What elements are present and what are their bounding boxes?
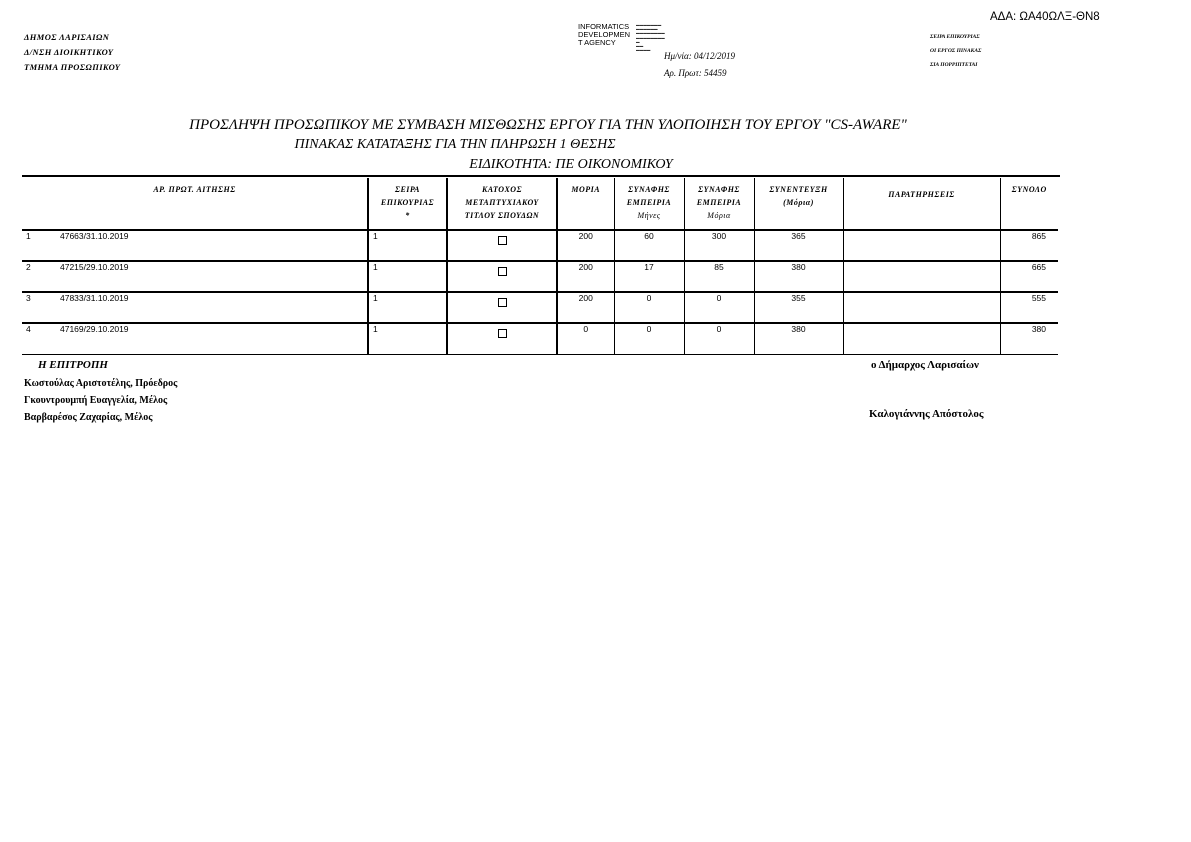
cell-interview: 355 [754, 292, 843, 323]
table-row [22, 261, 1058, 292]
header-total: ΣΥΝΟΛΟ [1000, 178, 1058, 230]
committee-title: Η ΕΠΙΤΡΟΠΗ [38, 359, 108, 371]
ida-stamp-line2: DEVELOPMEN [578, 30, 631, 39]
cell-exp-points: 0 [684, 292, 754, 323]
cell-months: 0 [614, 292, 684, 323]
cell-seira: 1 [368, 261, 447, 292]
checkbox-icon[interactable] [498, 267, 507, 276]
header-moria: ΜΟΡΙΑ [557, 178, 614, 230]
checkbox-icon[interactable] [498, 329, 507, 338]
cell-katoxos [447, 323, 557, 354]
table-row [22, 292, 1058, 323]
mayor-title: ο Δήμαρχος Λαρισαίων [871, 359, 979, 371]
ida-stamp-line1: INFORMATICS [578, 22, 630, 31]
cell-katoxos [447, 292, 557, 323]
header-seira: ΣΕΙΡΑ ΕΠΙΚΟΥΡΙΑΣ * [368, 178, 447, 230]
ida-stamp [578, 23, 630, 47]
org-municipality: ΔΗΜΟΣ ΛΑΡΙΣΑΙΩΝ [24, 32, 110, 42]
cell-total: 555 [1000, 292, 1058, 323]
mayor-name: Καλογιάννης Απόστολος [869, 408, 984, 420]
right-note-1: ΣΕΙΡΑ ΕΠΙΚΟΥΡΙΑΣ [930, 34, 980, 40]
header-protocol: ΑΡ. ΠΡΩΤ. ΑΙΤΗΣΗΣ [153, 185, 236, 194]
table-row [22, 323, 1058, 354]
right-note-2: ΟΙ ΕΡΓΟΣ ΠΙΝΑΚΑΣ [930, 48, 982, 54]
cell-exp-points: 300 [684, 230, 754, 261]
table-row [22, 230, 1058, 261]
checkbox-icon[interactable] [498, 236, 507, 245]
cell-moria: 200 [557, 261, 614, 292]
committee-member-2: Γκουντρουμπή Ευαγγελία, Μέλος [24, 395, 168, 406]
cell-moria: 200 [557, 292, 614, 323]
cell-interview: 380 [754, 323, 843, 354]
header-katoxos: ΚΑΤΟΧΟΣ ΜΕΤΑΠΤΥΧΙΑΚΟΥ ΤΙΤΛΟΥ ΣΠΟΥΔΩΝ [447, 178, 557, 230]
cell-exp-points: 0 [684, 323, 754, 354]
checkbox-icon[interactable] [498, 298, 507, 307]
committee-member-president: Κωστούλας Αριστοτέλης, Πρόεδρος [24, 378, 178, 389]
table-top-rule [22, 175, 1060, 177]
cell-notes [843, 292, 1000, 323]
right-notes [930, 30, 981, 72]
document-title: ΠΡΟΣΛΗΨΗ ΠΡΟΣΩΠΙΚΟΥ ΜΕ ΣΥΜΒΑΣΗ ΜΙΣΘΩΣΗΣ ΕΡΓΟΥ ΓΙΑ ΤΗΝ ΥΛΟΠΟΙΗΣΗ ΤΟΥ ΕΡΓΟΥ "CS-AWARE" [189, 117, 907, 133]
protocol-number: Αρ. Πρωτ: 54459 [664, 68, 727, 78]
header-experience-months: ΣΥΝΑΦΗΣ ΕΜΠΕΙΡΙΑ Μήνες [614, 178, 684, 230]
cell-protocol: 3 47833/31.10.2019 [26, 293, 129, 303]
committee-members [24, 375, 177, 426]
document-specialty: ΕΙΔΙΚΟΤΗΤΑ: ΠΕ ΟΙΚΟΝΟΜΙΚΟΥ [469, 157, 673, 172]
ida-stamp-line3: T AGENCY [578, 38, 616, 47]
cell-months: 60 [614, 230, 684, 261]
cell-moria: 0 [557, 323, 614, 354]
cell-months: 17 [614, 261, 684, 292]
cell-exp-points: 85 [684, 261, 754, 292]
cell-total: 665 [1000, 261, 1058, 292]
ida-stamp-signature-graphic: ▬▬▬▬▬▬▬ ▬▬▬▬▬▬ ▬▬▬▬▬▬▬▬ ▬▬▬▬▬▬▬▬ ▬ ▬▬ ▬▬▬▬ [636, 23, 665, 53]
cell-protocol: 1 47663/31.10.2019 [26, 231, 129, 241]
cell-months: 0 [614, 323, 684, 354]
document-date: Ημ/νία: 04/12/2019 [664, 51, 735, 61]
cell-protocol: 2 47215/29.10.2019 [26, 262, 129, 272]
cell-seira: 1 [368, 230, 447, 261]
ranking-table [22, 178, 1058, 355]
cell-seira: 1 [368, 323, 447, 354]
cell-katoxos [447, 230, 557, 261]
org-department: ΤΜΗΜΑ ΠΡΟΣΩΠΙΚΟΥ [24, 62, 121, 72]
cell-katoxos [447, 261, 557, 292]
committee-member-3: Βαρβαρέσος Ζαχαρίας, Μέλος [24, 412, 153, 423]
org-directorate: Δ/ΝΣΗ ΔΙΟΙΚΗΤΙΚΟΥ [24, 47, 114, 57]
header-experience-points: ΣΥΝΑΦΗΣ ΕΜΠΕΙΡΙΑ Μόρια [684, 178, 754, 230]
header-notes: ΠΑΡΑΤΗΡΗΣΕΙΣ [843, 178, 1000, 230]
cell-seira: 1 [368, 292, 447, 323]
ada-code: ΑΔΑ: ΩΑ40ΩΛΞ-ΘΝ8 [990, 11, 1100, 23]
cell-notes [843, 230, 1000, 261]
document-subtitle: ΠΙΝΑΚΑΣ ΚΑΤΑΤΑΞΗΣ ΓΙΑ ΤΗΝ ΠΛΗΡΩΣΗ 1 ΘΕΣΗΣ [294, 137, 616, 152]
cell-interview: 365 [754, 230, 843, 261]
table-header-row [22, 178, 1058, 230]
organization-header [24, 30, 120, 75]
cell-total: 865 [1000, 230, 1058, 261]
cell-moria: 200 [557, 230, 614, 261]
header-interview: ΣΥΝΕΝΤΕΥΞΗ (Μόρια) [754, 178, 843, 230]
cell-total: 380 [1000, 323, 1058, 354]
right-note-3: ΣΙΑ ΠΟΡΡΙΠΤΕΤΑΙ [930, 62, 978, 68]
cell-notes [843, 261, 1000, 292]
cell-protocol: 4 47169/29.10.2019 [26, 324, 129, 334]
cell-notes [843, 323, 1000, 354]
cell-interview: 380 [754, 261, 843, 292]
